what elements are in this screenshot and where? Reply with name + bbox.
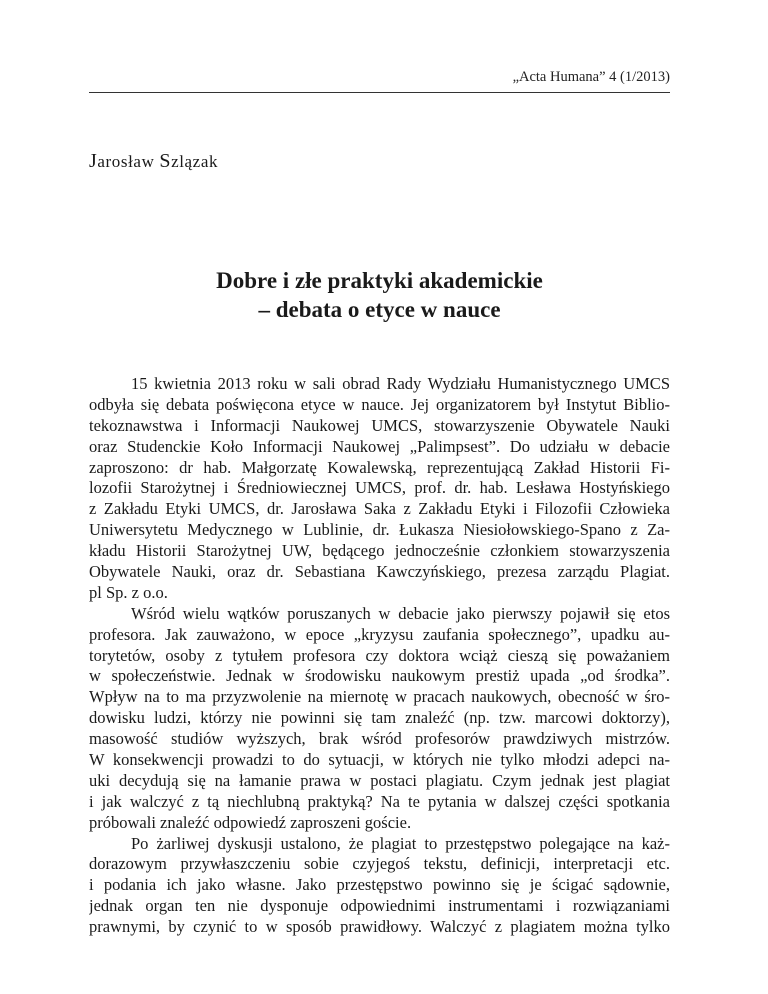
text-line: masowość studiów wyższych, brak wśród profesorów prawdziwych mistrzów. <box>89 729 670 749</box>
author-first-rest: arosław <box>97 152 155 171</box>
text-line: jednak organ ten nie dysponuje odpowiednimi instrumentami i rozwiązaniami <box>89 896 670 916</box>
author-last-rest: zlązak <box>171 152 219 171</box>
title-line-1: Dobre i złe praktyki akademickie <box>216 268 543 293</box>
text-line: Obywatele Nauki, oraz dr. Sebastiana Kawczyńskiego, prezesa zarządu Plagiat. <box>89 562 670 582</box>
article-title <box>89 266 670 324</box>
running-header: „Acta Humana” 4 (1/2013) <box>512 69 670 85</box>
text-line: dorazowym przywłaszczeniu sobie czyjegoś tekstu, definicji, interpretacji etc. <box>89 854 670 874</box>
text-line: lozofii Starożytnej i Średniowiecznej UMCS, prof. dr. hab. Lesława Hostyńskiego <box>89 478 670 498</box>
paragraph-2 <box>89 604 670 834</box>
text-line: uki decydują się na łamanie prawa w postaci plagiatu. Czym jednak jest plagiat <box>89 770 670 790</box>
text-line: prawnymi, by czynić to w sposób prawidłowy. Walczyć z plagiatem można tylko <box>89 917 670 937</box>
text-line: W konsekwencji prowadzi to do sytuacji, w których nie tylko młodzi adepci na- <box>89 750 670 770</box>
text-line: 15 kwietnia 2013 roku w sali obrad Rady Wydziału Humanistycznego UMCS <box>131 374 670 393</box>
text-line: tekoznawstwa i Informacji Naukowej UMCS, stowarzyszenie Obywatele Nauki <box>89 415 670 435</box>
text-line: odbyła się debata poświęcona etyce w nauce. Jej organizatorem był Instytut Biblio- <box>89 394 670 414</box>
text-line: zaproszono: dr hab. Małgorzatę Kowalewską, reprezentującą Zakład Historii Fi- <box>89 457 670 477</box>
text-line: oraz Studenckie Koło Informacji Naukowej „Palimpsest”. Do udziału w debacie <box>89 436 670 456</box>
text-line: z Zakładu Etyki UMCS, dr. Jarosława Saka z Zakładu Etyki i Filozofii Człowieka <box>89 499 670 519</box>
paragraph-1 <box>89 374 670 604</box>
text-line: i jak walczyć z tą niechlubną praktyką? Na te pytania w dalszej części spotkania <box>89 791 670 811</box>
text-line: Po żarliwej dyskusji ustalono, że plagiat to przestępstwo polegające na każ- <box>131 833 670 853</box>
article-body <box>89 374 670 938</box>
author-name <box>89 150 218 173</box>
text-line: profesora. Jak zauważono, w epoce „kryzysu zaufania społecznego”, upadku au- <box>89 624 670 644</box>
author-first-initial: J <box>89 150 98 172</box>
text-line: i podania ich jako własne. Jako przestępstwo powinno się je ścigać sądownie, <box>89 875 670 895</box>
text-line: próbowali znaleźć odpowiedź zaproszeni goście. <box>89 812 412 832</box>
header-rule <box>89 92 670 93</box>
text-line: Uniwersytetu Medycznego w Lublinie, dr. Łukasza Niesiołowskiego-Spano z Za- <box>89 520 670 540</box>
text-line: w społeczeństwie. Jednak w środowisku naukowym prestiż upada „od środka”. <box>89 666 670 686</box>
text-line: kładu Historii Starożytnej UW, będącego jednocześnie członkiem stowarzyszenia <box>89 541 670 561</box>
text-line: torytetów, osoby z tytułem profesora czy doktora wciąż cieszą się poważaniem <box>89 645 670 665</box>
author-last-initial: S <box>159 150 172 172</box>
paragraph-3 <box>89 834 670 938</box>
text-line: pl Sp. z o.o. <box>89 582 168 602</box>
title-line-2: – debata o etyce w nauce <box>258 297 501 322</box>
text-line: Wpływ na to ma przyzwolenie na miernotę w pracach naukowych, obecność w śro- <box>89 687 670 707</box>
text-line: Wśród wielu wątków poruszanych w debacie jako pierwszy pojawił się etos <box>131 603 670 623</box>
text-line: dowisku ludzi, którzy nie powinni się tam znaleźć (np. tzw. marcowi doktorzy), <box>89 708 670 728</box>
